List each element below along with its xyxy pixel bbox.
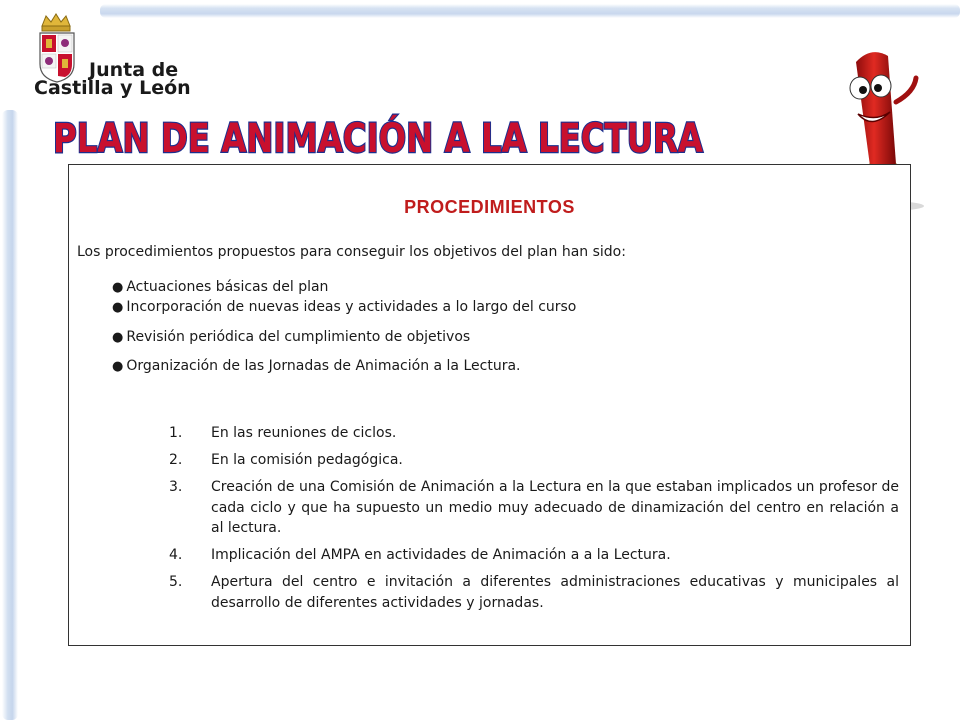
item-number: 4.: [169, 547, 183, 563]
coat-of-arms-icon: [40, 33, 74, 82]
logo-text-line2: Castilla y León: [34, 77, 191, 99]
item-text: En la comisión pedagógica.: [211, 452, 403, 468]
logo-text-line1: Junta de: [89, 59, 179, 81]
item-number: 2.: [169, 452, 183, 468]
list-item: [169, 450, 899, 471]
bullet-icon: ●: [112, 279, 124, 295]
banner-title-text: PLAN DE ANIMACIÓN A LA LECTURA: [53, 116, 856, 162]
item-number: 1.: [169, 425, 183, 441]
list-item: [169, 423, 899, 444]
list-item: [112, 297, 576, 317]
intro-text: Los procedimientos propuestos para conseguir los objetivos del plan han sido:: [77, 244, 626, 260]
bullet-icon: ●: [112, 358, 124, 374]
item-number: 5.: [169, 574, 183, 590]
list-item: [169, 545, 899, 566]
item-text: Apertura del centro e invitación a diferentes administraciones educativas y municipales al desarrollo de diferentes actividades y jornadas.: [211, 574, 899, 611]
list-item: [169, 572, 899, 613]
bullet-icon: ●: [112, 299, 124, 315]
item-text: Implicación del AMPA en actividades de Animación a a la Lectura.: [211, 547, 671, 563]
bullet-text: Organización de las Jornadas de Animación a la Lectura.: [126, 358, 521, 374]
list-item: [112, 277, 576, 297]
list-item: [169, 477, 899, 539]
banner-title: [38, 112, 856, 172]
bullet-list: [112, 277, 576, 376]
bullet-text: Actuaciones básicas del plan: [126, 279, 329, 295]
content-panel: [68, 164, 911, 646]
item-text: En las reuniones de ciclos.: [211, 425, 397, 441]
item-text: Creación de una Comisión de Animación a la Lectura en la que estaban implicados un profesor de cada ciclo y que ha supuesto un medio muy adecuado de dinamización del centro en relación a al lectura.: [211, 479, 899, 536]
bullet-icon: ●: [112, 329, 124, 345]
section-heading: PROCEDIMIENTOS: [404, 197, 575, 217]
crown-icon: [42, 14, 70, 31]
item-number: 3.: [169, 479, 183, 495]
list-item: [112, 327, 576, 347]
decorative-brush-stroke-left: [2, 110, 18, 720]
numbered-list: [169, 423, 899, 620]
bullet-text: Revisión periódica del cumplimiento de objetivos: [126, 329, 471, 345]
list-item: [112, 356, 576, 376]
decorative-brush-stroke-top: [100, 4, 960, 18]
bullet-text: Incorporación de nuevas ideas y actividades a lo largo del curso: [126, 299, 577, 315]
